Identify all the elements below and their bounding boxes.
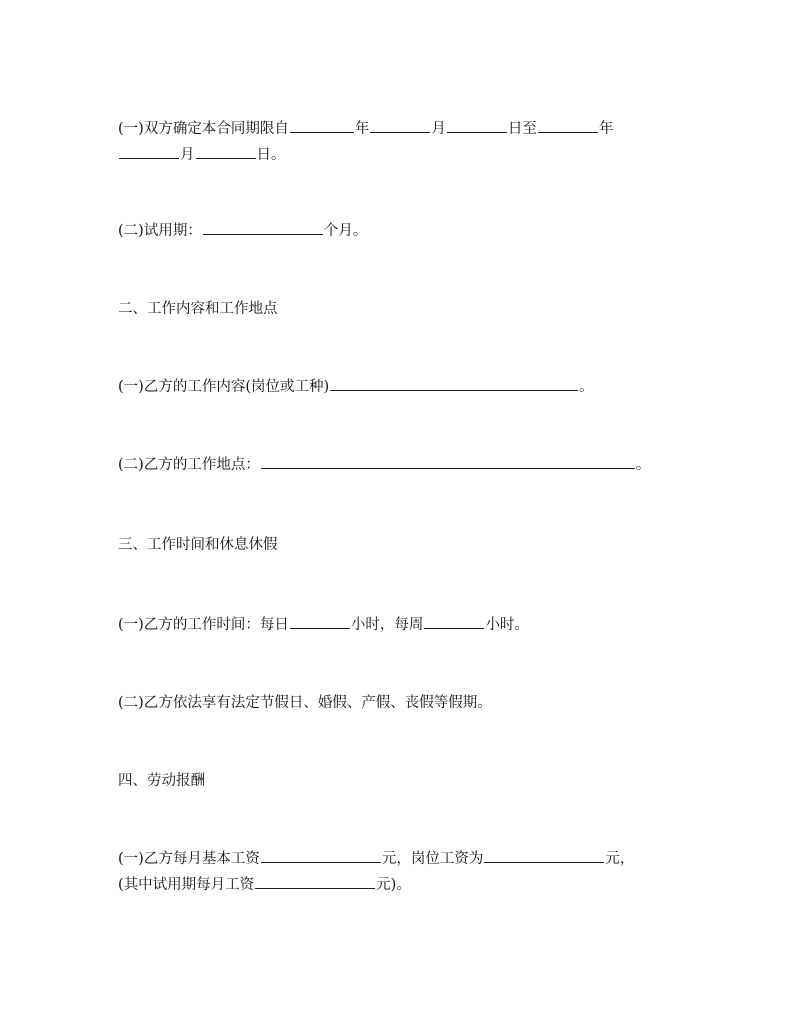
section-2-heading bbox=[118, 296, 678, 322]
start-day-label: 日至 bbox=[507, 121, 537, 137]
end-month-label: 月 bbox=[180, 147, 195, 163]
work-content-blank bbox=[330, 374, 578, 391]
work-content-prefix: (一)乙方的工作内容(岗位或工种) bbox=[118, 379, 330, 395]
salary-line-1 bbox=[118, 846, 678, 872]
work-place-suffix: 。 bbox=[635, 457, 651, 473]
section-4-heading bbox=[118, 768, 678, 794]
work-hours-mid: 小时，每周 bbox=[350, 617, 424, 633]
start-month-blank bbox=[370, 116, 430, 133]
end-year-blank bbox=[538, 116, 598, 133]
end-day-label: 日。 bbox=[256, 147, 286, 163]
work-hours-suffix: 小时。 bbox=[485, 617, 529, 633]
section-2-heading-text: 二、工作内容和工作地点 bbox=[118, 301, 278, 317]
work-place-blank bbox=[261, 452, 635, 469]
probation-salary-suffix: 元)。 bbox=[376, 877, 411, 893]
end-year-label: 年 bbox=[598, 121, 614, 137]
probation-salary-blank bbox=[255, 872, 375, 889]
salary-suffix: 元， bbox=[605, 851, 635, 867]
work-content-paragraph bbox=[118, 374, 678, 400]
salary-line-2 bbox=[118, 872, 678, 898]
start-month-label: 月 bbox=[431, 121, 446, 137]
salary-paragraph bbox=[118, 846, 678, 898]
work-content-suffix: 。 bbox=[579, 379, 594, 395]
end-day-blank bbox=[196, 142, 256, 159]
salary-mid: 元，岗位工资为 bbox=[381, 851, 484, 867]
probation-months-blank bbox=[203, 218, 323, 235]
post-salary-blank bbox=[484, 846, 604, 863]
weekly-hours-blank bbox=[424, 612, 484, 629]
section-3-heading bbox=[118, 532, 678, 558]
term-prefix: (一)双方确定本合同期限自 bbox=[118, 121, 289, 137]
daily-hours-blank bbox=[290, 612, 350, 629]
probation-salary-prefix: (其中试用期每月工资 bbox=[118, 877, 255, 893]
end-month-blank bbox=[119, 142, 179, 159]
probation-prefix: (二)试用期： bbox=[118, 223, 202, 239]
leave-text: (二)乙方依法享有法定节假日、婚假、产假、丧假等假期。 bbox=[118, 695, 492, 711]
start-year-blank bbox=[290, 116, 354, 133]
salary-prefix: (一)乙方每月基本工资 bbox=[118, 851, 260, 867]
start-year-label: 年 bbox=[354, 121, 370, 137]
base-salary-blank bbox=[261, 846, 381, 863]
section-4-heading-text: 四、劳动报酬 bbox=[118, 773, 205, 789]
contract-term-paragraph bbox=[118, 116, 678, 168]
work-place-paragraph bbox=[118, 452, 678, 478]
probation-suffix: 个月。 bbox=[323, 223, 368, 239]
contract-term-line-1 bbox=[118, 116, 678, 142]
work-hours-prefix: (一)乙方的工作时间：每日 bbox=[118, 617, 289, 633]
start-day-blank bbox=[447, 116, 507, 133]
section-3-heading-text: 三、工作时间和休息休假 bbox=[118, 537, 278, 553]
contract-term-line-2 bbox=[118, 142, 678, 168]
work-hours-paragraph bbox=[118, 612, 678, 638]
leave-paragraph bbox=[118, 690, 678, 716]
work-place-prefix: (二)乙方的工作地点： bbox=[118, 457, 260, 473]
probation-paragraph bbox=[118, 218, 678, 244]
